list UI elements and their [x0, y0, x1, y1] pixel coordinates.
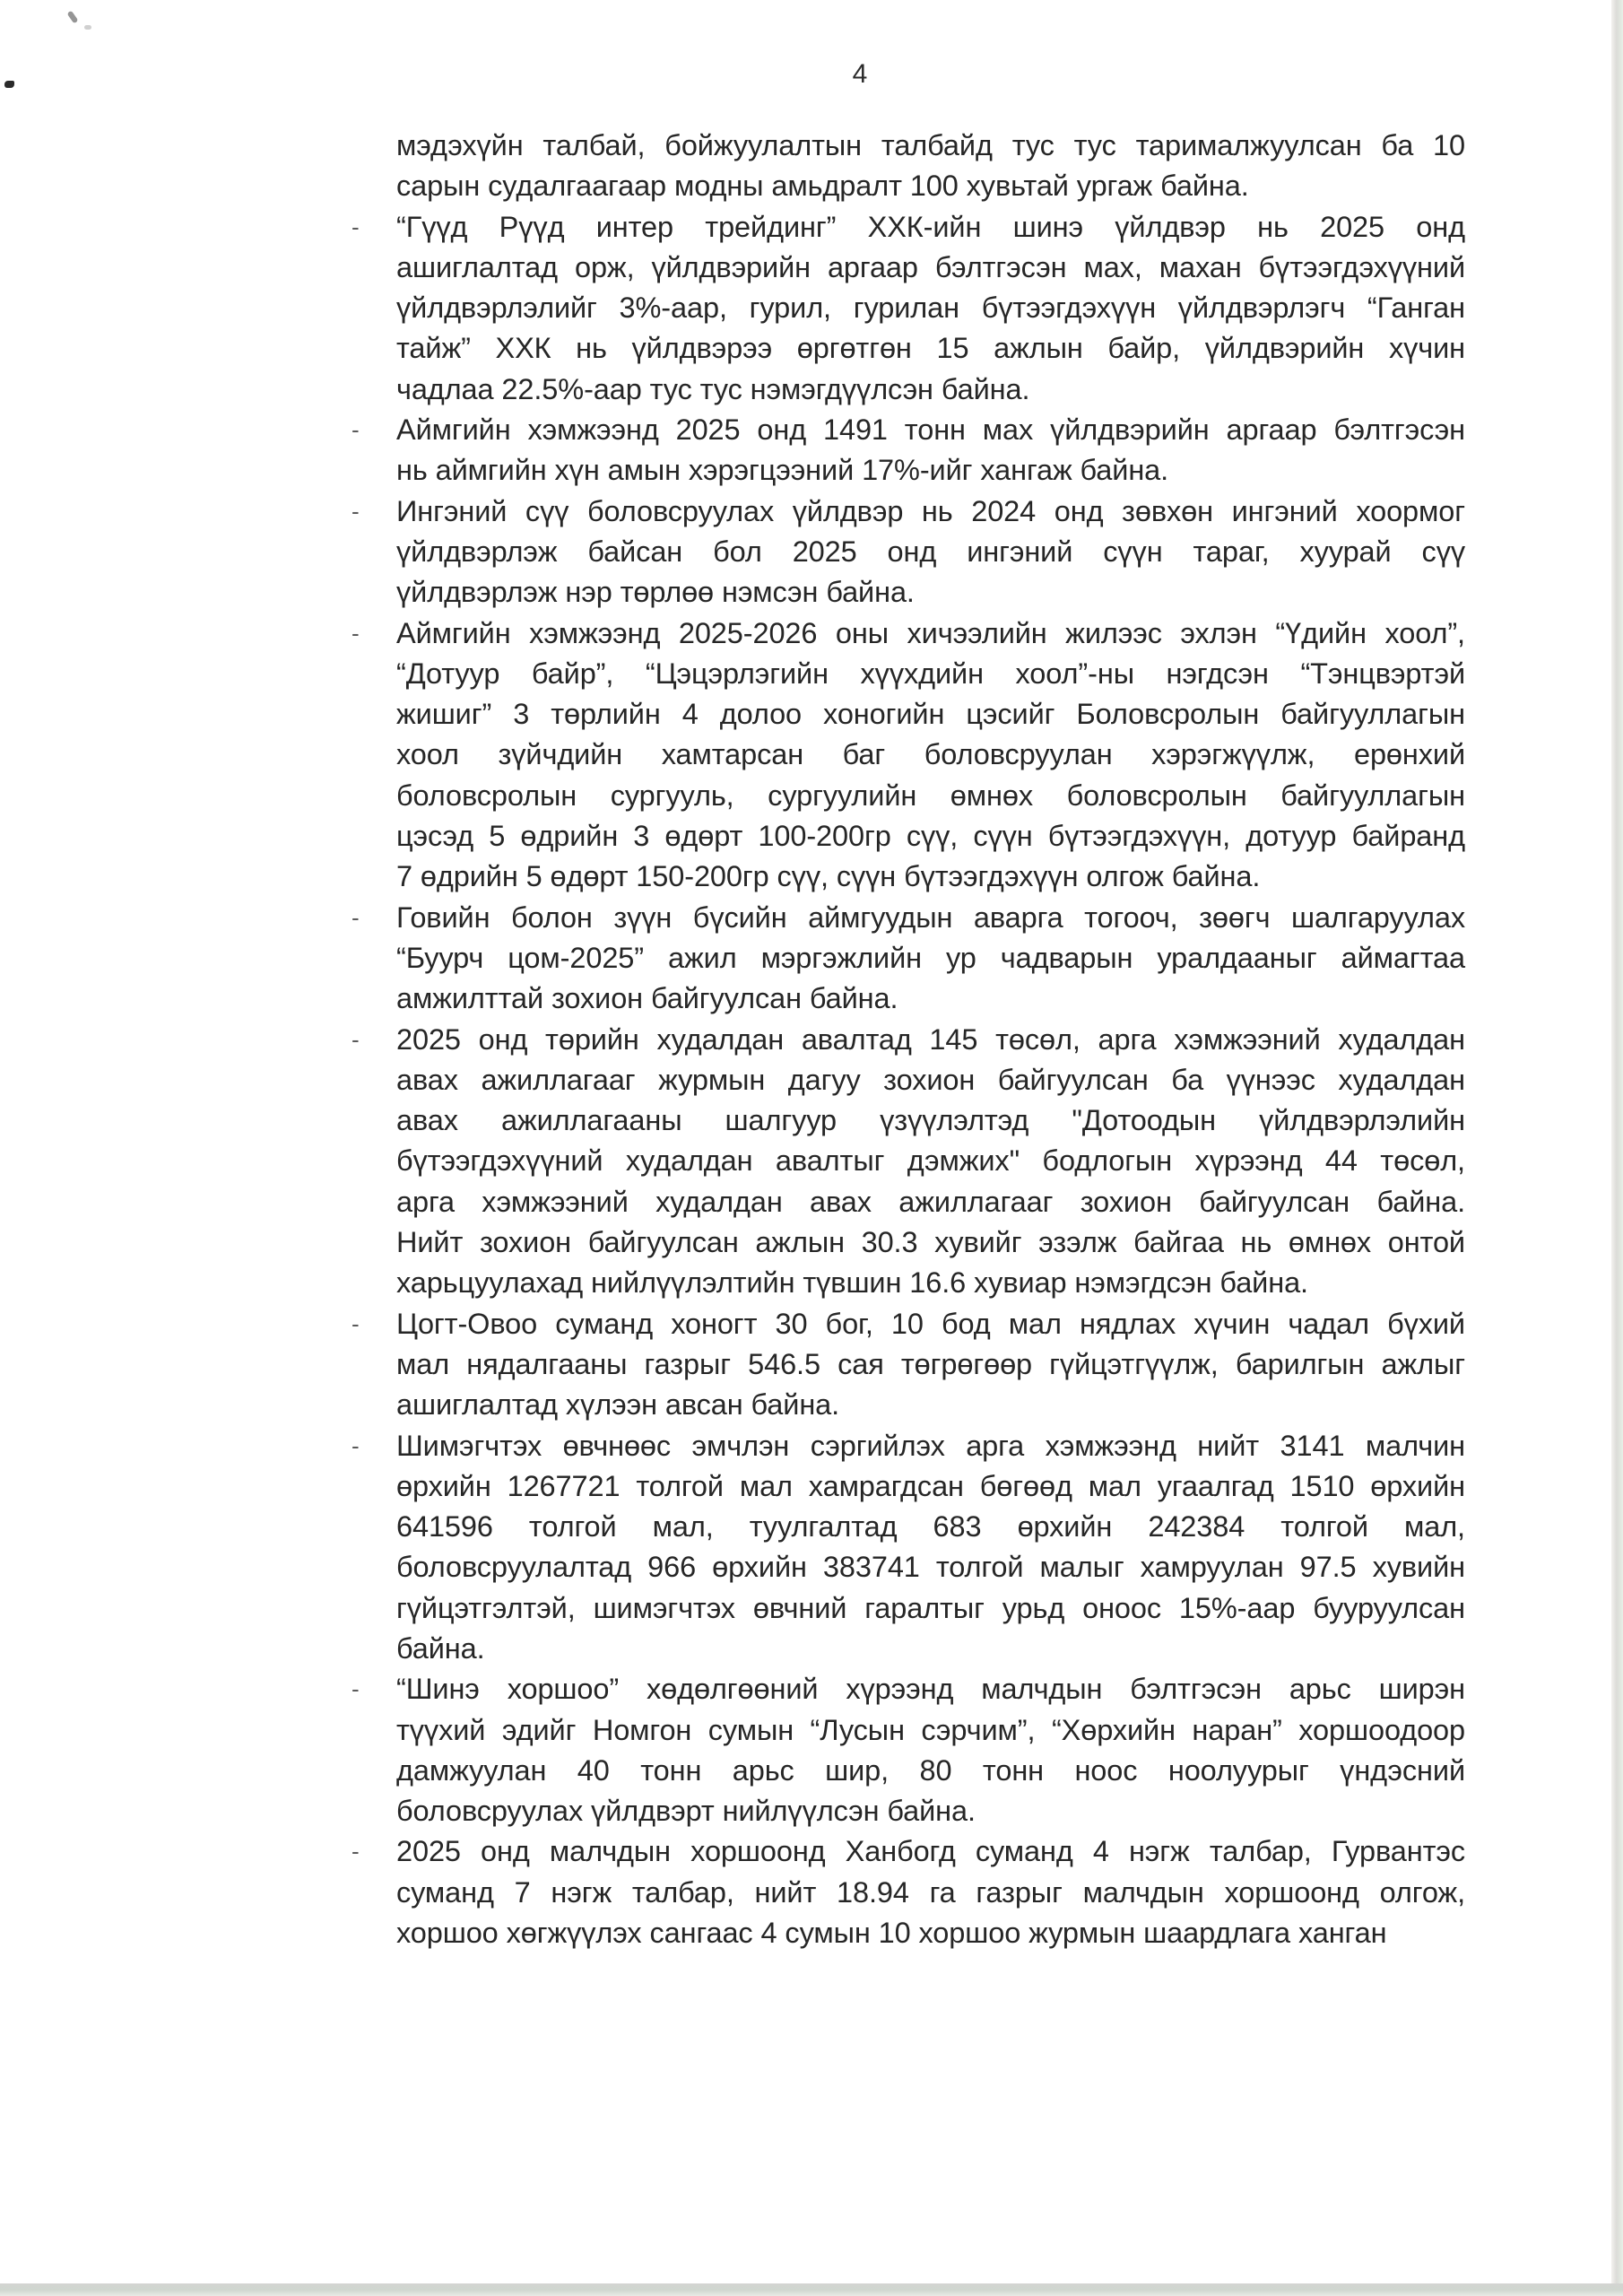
text-line: үйлдвэрлэлийг 3%-аар, гурил, гурилан бүтээгдэхүүн үйлдвэрлэгч “Ганган	[396, 291, 1465, 325]
paragraph	[352, 1831, 1465, 1953]
text-line: амжилттай зохион байгуулсан байна.	[396, 982, 898, 1015]
text-line: өрхийн 1267721 толгой мал хамрагдсан бөгөөд мал угаалгад 1510 өрхийн	[396, 1469, 1465, 1502]
paragraph	[352, 207, 1465, 410]
text-line: нь аймгийн хүн амын хэрэгцээний 17%-ийг хангаж байна.	[396, 454, 1169, 487]
text-line: 641596 толгой мал, туулгалтад 683 өрхийн 242384 толгой мал,	[396, 1510, 1465, 1544]
text-line: тайж” ХХК нь үйлдвэрээ өргөтгөн 15 ажлын байр, үйлдвэрийн хүчин	[396, 332, 1465, 365]
bullet-dash-icon: -	[352, 1431, 360, 1459]
text-line: мал нядалгааны газрыг 546.5 сая төгрөгөөр гүйцэтгүүлж, барилгын ажлыг	[396, 1347, 1465, 1380]
text-line: Аймгийн хэмжээнд 2025 онд 1491 тонн мах үйлдвэрийн аргаар бэлтгэсэн	[396, 413, 1465, 447]
text-line: арга хэмжээний худалдан авах ажиллагааг зохион байгуулсан байна.	[396, 1185, 1465, 1218]
text-line: “Буурч цом-2025” ажил мэргэжлийн ур чадварын уралдааныг аймагтаа	[396, 941, 1465, 974]
text-line: Нийт зохион байгуулсан ажлын 30.3 хувийг эзэлж байгаа нь өмнөх онтой	[396, 1226, 1465, 1259]
paragraph	[396, 126, 1465, 207]
scan-artifact	[67, 11, 79, 24]
paragraph	[352, 410, 1465, 491]
text-line: авах ажиллагааг журмын дагуу зохион байгуулсан ба үүнээс худалдан	[396, 1063, 1465, 1096]
text-line: Шимэгчтэх өвчнөөс эмчлэн сэргийлэх арга хэмжээнд нийт 3141 малчин	[396, 1429, 1465, 1462]
paragraph	[352, 1020, 1465, 1304]
text-line: сарын судалгаагаар модны амьдралт 100 хувьтай ургаж байна.	[396, 170, 1249, 203]
bullet-dash-icon: -	[352, 1025, 360, 1053]
text-line: дамжуулан 40 тонн арьс шир, 80 тонн ноос ноолуурыг үндэсний	[396, 1753, 1465, 1787]
bullet-dash-icon: -	[352, 1675, 360, 1703]
paragraph	[352, 898, 1465, 1020]
text-line: Говийн болон зүүн бүсийн аймгуудын аварга тогооч, зөөгч шалгаруулах	[396, 900, 1465, 934]
document-body	[352, 126, 1465, 1953]
page-number: 4	[852, 59, 868, 89]
text-line: авах ажиллагааны шалгуур үзүүлэлтэд "Дотоодын үйлдвэрлэлийн	[396, 1104, 1465, 1137]
bullet-dash-icon: -	[352, 1838, 360, 1866]
text-line: үйлдвэрлэж байсан бол 2025 онд ингэний сүүн тараг, хуурай сүү	[396, 535, 1465, 568]
text-line: ашиглалтад орж, үйлдвэрийн аргаар бэлтгэсэн мах, махан бүтээгдэхүүний	[396, 250, 1465, 283]
text-line: “Гүүд Рүүд интер трейдинг” ХХК-ийн шинэ үйлдвэр нь 2025 онд	[396, 210, 1465, 243]
text-line: бүтээгдэхүүний худалдан авалтыг дэмжих" бодлогын хүрээнд 44 төсөл,	[396, 1144, 1465, 1178]
text-line: боловсруулалтад 966 өрхийн 383741 толгой малыг хамруулан 97.5 хувийн	[396, 1551, 1465, 1584]
text-line: 2025 онд төрийн худалдан авалтад 145 төсөл, арга хэмжээний худалдан	[396, 1022, 1465, 1056]
text-line: түүхий эдийг Номгон сумын “Лусын сэрчим”, “Хөрхийн наран” хоршоодоор	[396, 1713, 1465, 1746]
text-line: хоршоо хөгжүүлэх сангаас 4 сумын 10 хоршоо журмын шаардлага ханган	[396, 1917, 1387, 1950]
paragraph	[352, 613, 1465, 898]
text-line: мэдэхүйн талбай, бойжуулалтын талбайд тус тус тарималжуулсан ба 10	[396, 129, 1465, 161]
text-line: “Дотуур байр”, “Цэцэрлэгийн хүүхдийн хоол”-ны нэгдсэн “Тэнцвэртэй	[396, 657, 1465, 690]
scan-edge-right	[1611, 0, 1623, 2296]
scan-artifact	[84, 25, 91, 30]
paragraph	[352, 491, 1465, 613]
text-line: Аймгийн хэмжээнд 2025-2026 оны хичээлийн жилээс эхлэн “Үдийн хоол”,	[396, 616, 1465, 649]
text-line: боловсруулах үйлдвэрт нийлүүлсэн байна.	[396, 1795, 976, 1828]
text-line: харьцуулахад нийлүүлэлтийн түвшин 16.6 хувиар нэмэгдсэн байна.	[396, 1266, 1308, 1300]
text-line: гүйцэтгэлтэй, шимэгчтэх өвчний гаралтыг урьд оноос 15%-аар бууруулсан	[396, 1591, 1465, 1624]
text-line: боловсролын сургууль, сургуулийн өмнөх боловсролын байгууллагын	[396, 778, 1465, 812]
text-line: байна.	[396, 1631, 485, 1665]
paragraph	[352, 1304, 1465, 1426]
text-line: ашиглалтад хүлээн авсан байна.	[396, 1388, 840, 1422]
text-line: 7 өдрийн 5 өдөрт 150-200гр сүү, сүүн бүтээгдэхүүн олгож байна.	[396, 860, 1261, 893]
text-line: Цогт-Овоо суманд хоногт 30 бог, 10 бод мал нядлах хүчин чадал бүхий	[396, 1307, 1465, 1340]
paragraph	[352, 1426, 1465, 1670]
text-line: чадлаа 22.5%-аар тус тус нэмэгдүүлсэн байна.	[396, 372, 1030, 405]
bullet-dash-icon: -	[352, 416, 360, 444]
scan-edge-bottom	[0, 2283, 1623, 2296]
paragraph	[352, 1669, 1465, 1831]
text-line: суманд 7 нэгж талбар, нийт 18.94 га газрыг малчдын хоршоонд олгож,	[396, 1875, 1465, 1909]
bullet-dash-icon: -	[352, 619, 360, 647]
text-line: 2025 онд малчдын хоршоонд Ханбогд суманд 4 нэгж талбар, Гурвантэс	[396, 1835, 1465, 1868]
text-line: үйлдвэрлэж нэр төрлөө нэмсэн байна.	[396, 576, 915, 609]
text-line: цэсэд 5 өдрийн 3 өдөрт 100-200гр сүү, сүүн бүтээгдэхүүн, дотуур байранд	[396, 820, 1465, 853]
text-line: Ингэний сүү боловсруулах үйлдвэр нь 2024 онд зөвхөн ингэний хоормог	[396, 494, 1465, 527]
bullet-dash-icon: -	[352, 1309, 360, 1337]
bullet-dash-icon: -	[352, 497, 360, 525]
text-line: “Шинэ хоршоо” хөдөлгөөний хүрээнд малчдын бэлтгэсэн арьс ширэн	[396, 1673, 1465, 1706]
bullet-dash-icon: -	[352, 903, 360, 931]
text-line: хоол зүйчдийн хамтарсан баг боловсруулан хэрэгжүүлж, ерөнхий	[396, 738, 1465, 771]
text-line: жишиг” 3 төрлийн 4 долоо хоногийн цэсийг Боловсролын байгууллагын	[396, 698, 1465, 731]
bullet-dash-icon: -	[352, 213, 360, 240]
